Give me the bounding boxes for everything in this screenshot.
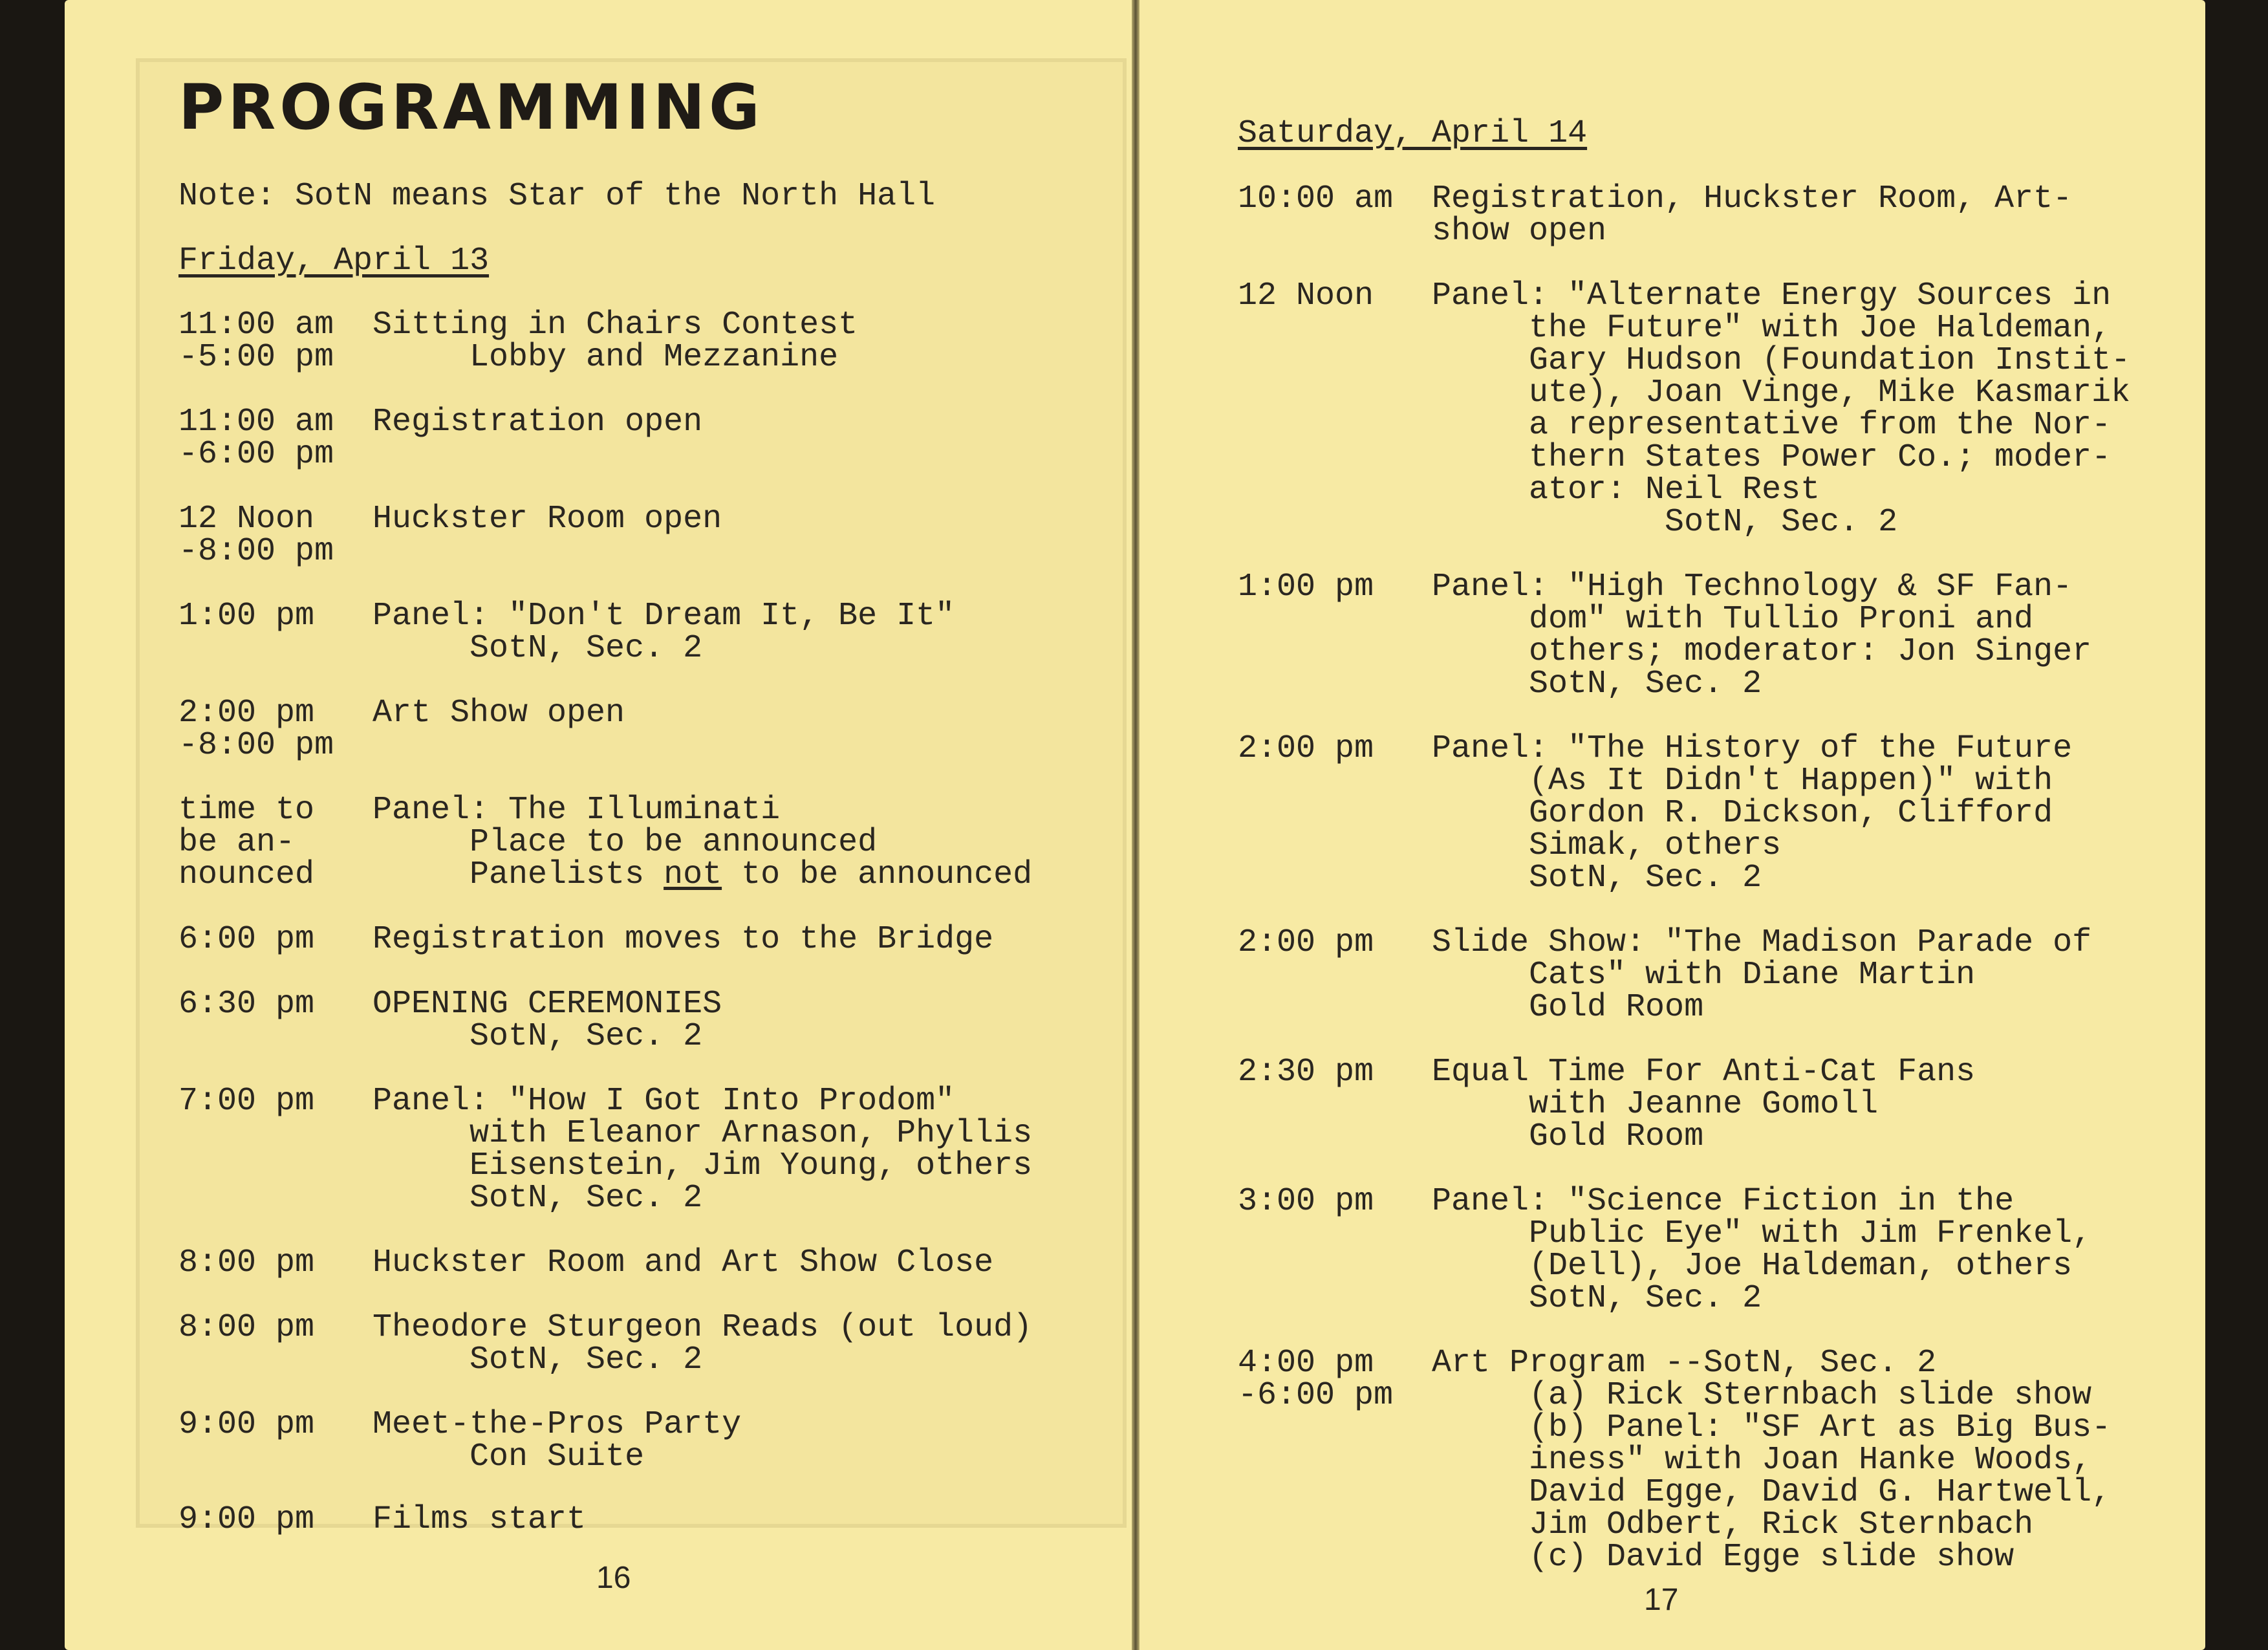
entry-time: 1:00 pm <box>1238 569 1374 605</box>
entry-description: Huckster Room open <box>373 501 722 537</box>
entry-description: Huckster Room and Art Show Close <box>373 1244 994 1281</box>
binding-gutter <box>1132 0 1139 1650</box>
entry-time: 6:00 pm <box>178 921 315 958</box>
page-number: 17 <box>1644 1583 1679 1617</box>
entry-time: time to be an- nounced <box>178 792 315 893</box>
entry-description: Panel: "Alternate Energy Sources in the Future" with Joe Haldeman, Gary Hudson (Foundation Instit- ute), Joan Vinge, Mike Kasmarik a representative from the Nor- thern States Power Co.; moder- ator: Neil Rest SotN, Sec. 2 <box>1432 277 2131 541</box>
entry-description: Panel: "How I Got Into Prodom" with Eleanor Arnason, Phyllis Eisenstein, Jim Young, others SotN, Sec. 2 <box>373 1083 1033 1217</box>
entry-description: Meet-the-Pros Party Con Suite <box>373 1406 742 1475</box>
page-title: PROGRAMMING <box>178 71 764 144</box>
entry-description: Theodore Sturgeon Reads (out loud) SotN, Sec. 2 <box>373 1309 1033 1378</box>
entry-time: 9:00 pm <box>178 1501 315 1538</box>
sotn-note: Note: SotN means Star of the North Hall <box>178 178 936 215</box>
day-heading-friday: Friday, April 13 <box>178 243 490 279</box>
entry-description: Registration open <box>373 404 703 440</box>
entry-time: 8:00 pm <box>178 1309 315 1346</box>
entry-description: Panel: "Science Fiction in the Public Eye" with Jim Frenkel, (Dell), Joe Haldeman, others SotN, Sec. 2 <box>1432 1183 2092 1317</box>
entry-time: 8:00 pm <box>178 1244 315 1281</box>
entry-time: 12 Noon <box>1238 277 1374 314</box>
entry-time: 11:00 am -6:00 pm <box>178 404 334 473</box>
entry-time: 2:00 pm <box>1238 924 1374 961</box>
entry-time: 6:30 pm <box>178 986 315 1023</box>
entry-time: 2:30 pm <box>1238 1054 1374 1091</box>
entry-description: OPENING CEREMONIES SotN, Sec. 2 <box>373 986 722 1055</box>
right-page <box>1139 0 2205 1650</box>
entry-description: Panel: "Don't Dream It, Be It" SotN, Sec. 2 <box>373 598 955 667</box>
entry-time: 3:00 pm <box>1238 1183 1374 1220</box>
entry-description: Films start <box>373 1501 587 1538</box>
entry-time: 4:00 pm -6:00 pm <box>1238 1345 1394 1414</box>
entry-time: 11:00 am -5:00 pm <box>178 307 334 376</box>
entry-time: 9:00 pm <box>178 1406 315 1443</box>
entry-description: Art Show open <box>373 695 625 732</box>
page-number: 16 <box>596 1561 631 1595</box>
entry-description: Sitting in Chairs Contest Lobby and Mezzanine <box>373 307 858 376</box>
entry-description: Panel: "High Technology & SF Fan- dom" with Tullio Proni and others; moderator: Jon Singer SotN, Sec. 2 <box>1432 569 2092 702</box>
entry-time: 2:00 pm <box>1238 730 1374 767</box>
underlined-not: not <box>664 856 722 893</box>
entry-description: Registration, Huckster Room, Art- show open <box>1432 180 2073 250</box>
entry-time: 10:00 am <box>1238 180 1394 217</box>
entry-description: Registration moves to the Bridge <box>373 921 994 958</box>
entry-time: 7:00 pm <box>178 1083 315 1120</box>
entry-description: Panel: The Illuminati Place to be announced Panelists not to be announced <box>373 792 1033 893</box>
day-heading-saturday: Saturday, April 14 <box>1238 115 1588 152</box>
entry-description: Slide Show: "The Madison Parade of Cats" with Diane Martin Gold Room <box>1432 924 2092 1026</box>
entry-description: Art Program --SotN, Sec. 2 (a) Rick Sternbach slide show (b) Panel: "SF Art as Big Bus- iness" with Joan Hanke Woods, David Egge, David G. Hartwell, Jim Odbert, Rick Sternbach (c) David Egge slide show <box>1432 1345 2111 1576</box>
left-page <box>65 0 1132 1650</box>
entry-description: Equal Time For Anti-Cat Fans with Jeanne Gomoll Gold Room <box>1432 1054 1976 1155</box>
entry-time: 2:00 pm -8:00 pm <box>178 695 334 764</box>
entry-description: Panel: "The History of the Future (As It Didn't Happen)" with Gordon R. Dickson, Clifford Simak, others SotN, Sec. 2 <box>1432 730 2073 896</box>
entry-time: 12 Noon -8:00 pm <box>178 501 334 570</box>
entry-time: 1:00 pm <box>178 598 315 635</box>
